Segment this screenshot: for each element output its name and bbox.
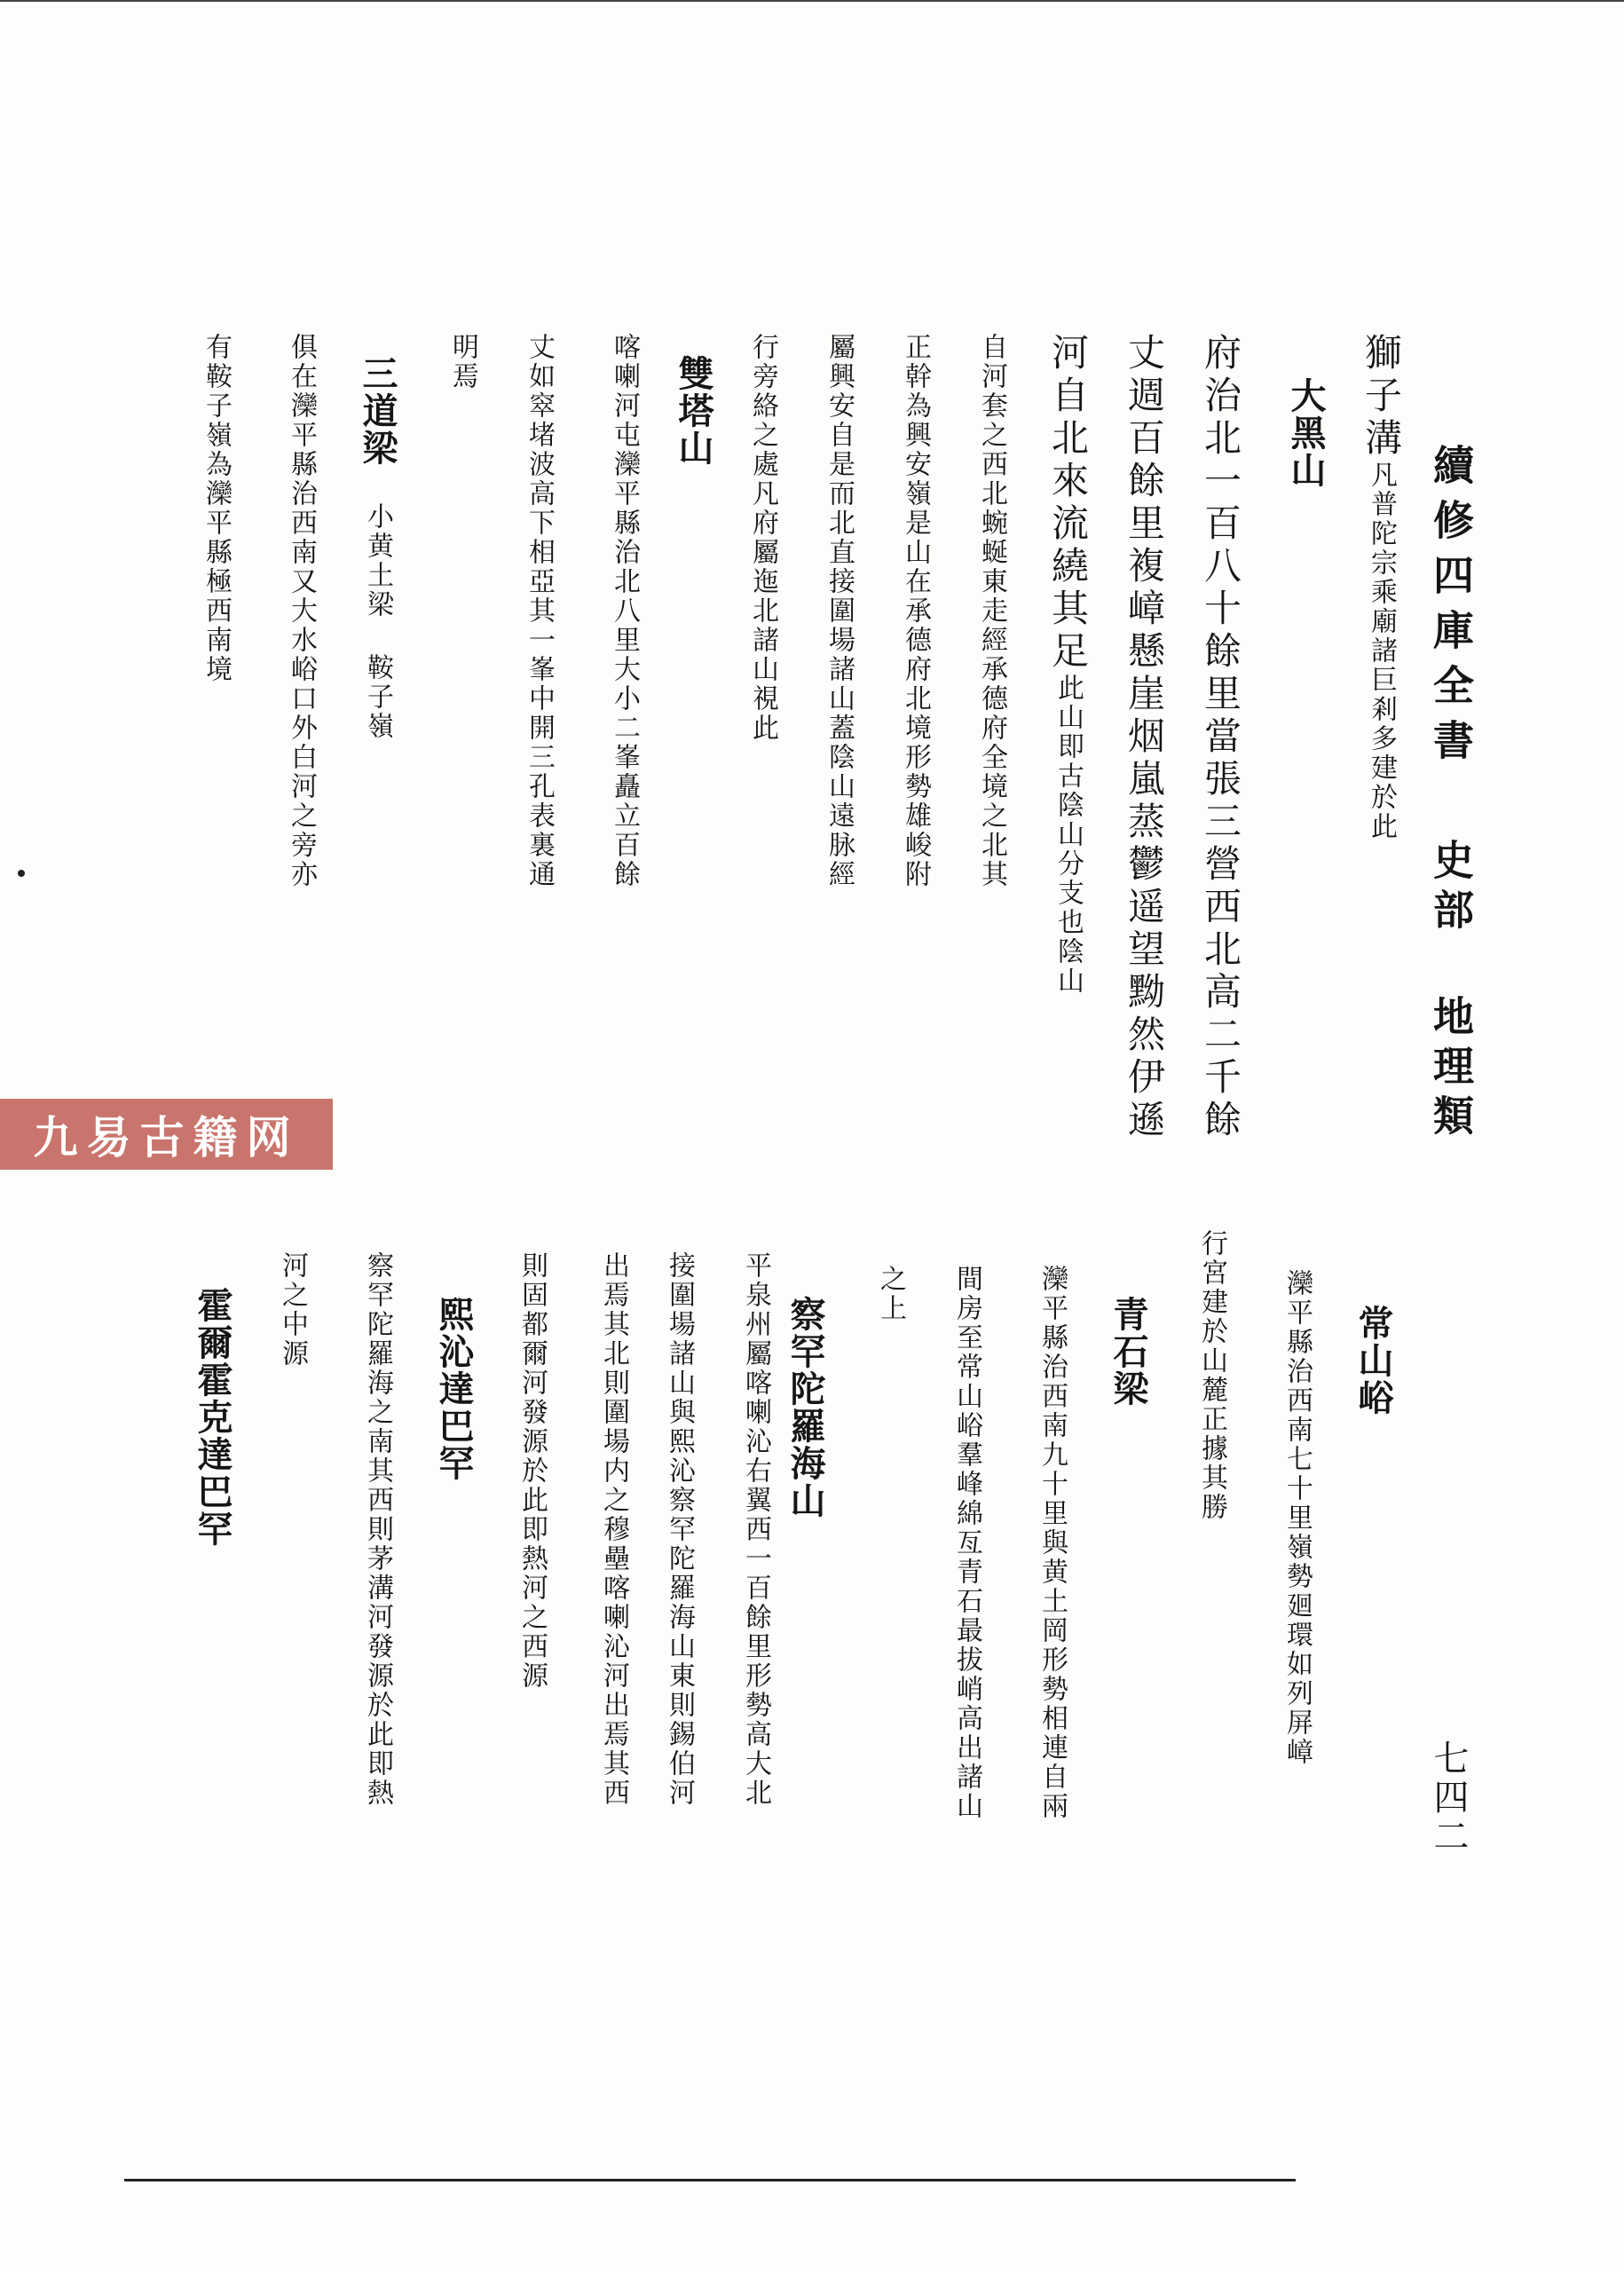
column-annotation: 明焉 bbox=[447, 333, 478, 391]
column-annotation: 之上 bbox=[875, 1265, 906, 1323]
column-annotation: 屬興安自是而北直接圍場諸山蓋陰山遠脉經 bbox=[824, 333, 855, 889]
column-annotation: 出焉其北則圍場内之穆壘喀喇沁河出焉其西 bbox=[598, 1251, 629, 1808]
text-column bbox=[1123, 333, 1166, 1142]
text-column bbox=[1193, 1229, 1230, 1522]
bottom-border-rule bbox=[124, 2179, 1296, 2181]
watermark-banner: 九易古籍网 bbox=[0, 1099, 333, 1170]
text-column bbox=[660, 1251, 698, 1808]
text-column bbox=[1360, 333, 1403, 841]
column-annotation: 小黄土梁 鞍子嶺 bbox=[362, 502, 393, 741]
column-annotation: 丈如窣堵波高下相亞其一峯中開三孔表裏通 bbox=[524, 333, 555, 889]
top-border-rule bbox=[0, 0, 1624, 2]
text-column bbox=[1278, 1269, 1315, 1767]
column-annotation: 河之中源 bbox=[277, 1251, 308, 1369]
column-main-text: 雙塔山 bbox=[673, 355, 714, 467]
ink-speck bbox=[18, 870, 25, 877]
column-annotation: 正幹為興安嶺是山在承德府北境形勢雄峻附 bbox=[900, 333, 931, 889]
column-annotation: 則固都爾河發源於此即熱河之西源 bbox=[516, 1251, 548, 1691]
column-annotation: 察罕陀羅海之南其西則茅溝河發源於此即熱 bbox=[362, 1251, 393, 1808]
text-column bbox=[820, 333, 857, 889]
section-heading bbox=[193, 1287, 231, 1548]
text-column bbox=[273, 1251, 311, 1369]
text-column bbox=[948, 1265, 985, 1821]
text-column bbox=[973, 333, 1010, 889]
column-annotation: 灤平縣治西南七十里嶺勢廻環如列屏嶂 bbox=[1281, 1269, 1313, 1767]
column-annotation: 喀喇河屯灤平縣治北八里大小二峯矗立百餘 bbox=[609, 333, 640, 889]
section-title: 史部 地理類 bbox=[1427, 839, 1475, 1144]
column-annotation: 自河套之西北蜿蜒東走經承德府全境之北其 bbox=[976, 333, 1007, 889]
column-annotation: 俱在灤平縣治西南又大水峪口外白河之旁亦 bbox=[286, 333, 317, 889]
column-main-text: 察罕陀羅海山 bbox=[784, 1296, 826, 1519]
text-column bbox=[605, 333, 643, 889]
section-heading bbox=[1352, 1305, 1394, 1416]
column-main-text: 三道梁 bbox=[357, 355, 398, 467]
text-column bbox=[520, 333, 557, 889]
column-main-text: 府治北一百八十餘里當張三營西北高二千餘 bbox=[1199, 333, 1242, 1142]
section-heading bbox=[1285, 377, 1327, 489]
column-main-text: 丈週百餘里複嶂懸崖烟嵐蒸鬱遥望黝然伊遜 bbox=[1123, 333, 1166, 1142]
section-heading bbox=[1109, 1296, 1147, 1408]
column-annotation: 灤平縣治西南九十里與黄土岡形勢相連自兩 bbox=[1037, 1265, 1068, 1821]
column-annotation: 凡普陀宗乘廟諸巨剎多建於此 bbox=[1366, 461, 1397, 841]
column-annotation: 接圍場諸山與熙沁察罕陀羅海山東則錫伯河 bbox=[664, 1251, 695, 1808]
column-main-text: 青石梁 bbox=[1108, 1296, 1149, 1408]
column-annotation: 行宮建於山麓正據其勝 bbox=[1196, 1229, 1227, 1522]
column-main-text: 大黑山 bbox=[1285, 377, 1327, 489]
text-column bbox=[744, 333, 781, 743]
section-heading bbox=[786, 1296, 824, 1519]
column-main-text: 河自北來流繞其足 bbox=[1046, 333, 1090, 674]
section-heading bbox=[433, 1296, 475, 1482]
text-column bbox=[282, 333, 319, 889]
column-annotation: 平泉州屬喀喇沁右翼西一百餘里形勢高大北 bbox=[740, 1251, 771, 1808]
column-main-text: 獅子溝 bbox=[1360, 333, 1403, 461]
text-column bbox=[444, 333, 481, 391]
text-column bbox=[359, 355, 396, 741]
text-column bbox=[359, 1251, 396, 1808]
text-column bbox=[595, 1251, 632, 1808]
column-annotation: 此山即古陰山分支也陰山 bbox=[1052, 674, 1084, 996]
column-main-text: 霍爾霍克達巴罕 bbox=[192, 1287, 233, 1548]
book-title: 續修四庫全書 bbox=[1427, 444, 1475, 774]
column-main-text: 熙沁達巴罕 bbox=[433, 1296, 475, 1482]
column-annotation: 有鞍子嶺為灤平縣極西南境 bbox=[201, 333, 232, 684]
column-main-text: 常山峪 bbox=[1352, 1305, 1394, 1416]
text-column bbox=[1199, 333, 1242, 1142]
text-column bbox=[896, 333, 934, 889]
text-column bbox=[197, 333, 234, 684]
section-heading bbox=[674, 355, 712, 467]
text-column bbox=[1033, 1265, 1070, 1821]
text-column bbox=[513, 1251, 550, 1691]
text-column bbox=[737, 1251, 774, 1808]
text-column bbox=[871, 1265, 909, 1323]
text-column bbox=[1046, 333, 1090, 996]
column-annotation: 間房至常山峪羣峰綿亙青石最拔峭高出諸山 bbox=[951, 1265, 982, 1821]
column-annotation: 行旁絡之處凡府屬迤北諸山視此 bbox=[747, 333, 778, 743]
page-number: 七四二 bbox=[1428, 1740, 1469, 1857]
